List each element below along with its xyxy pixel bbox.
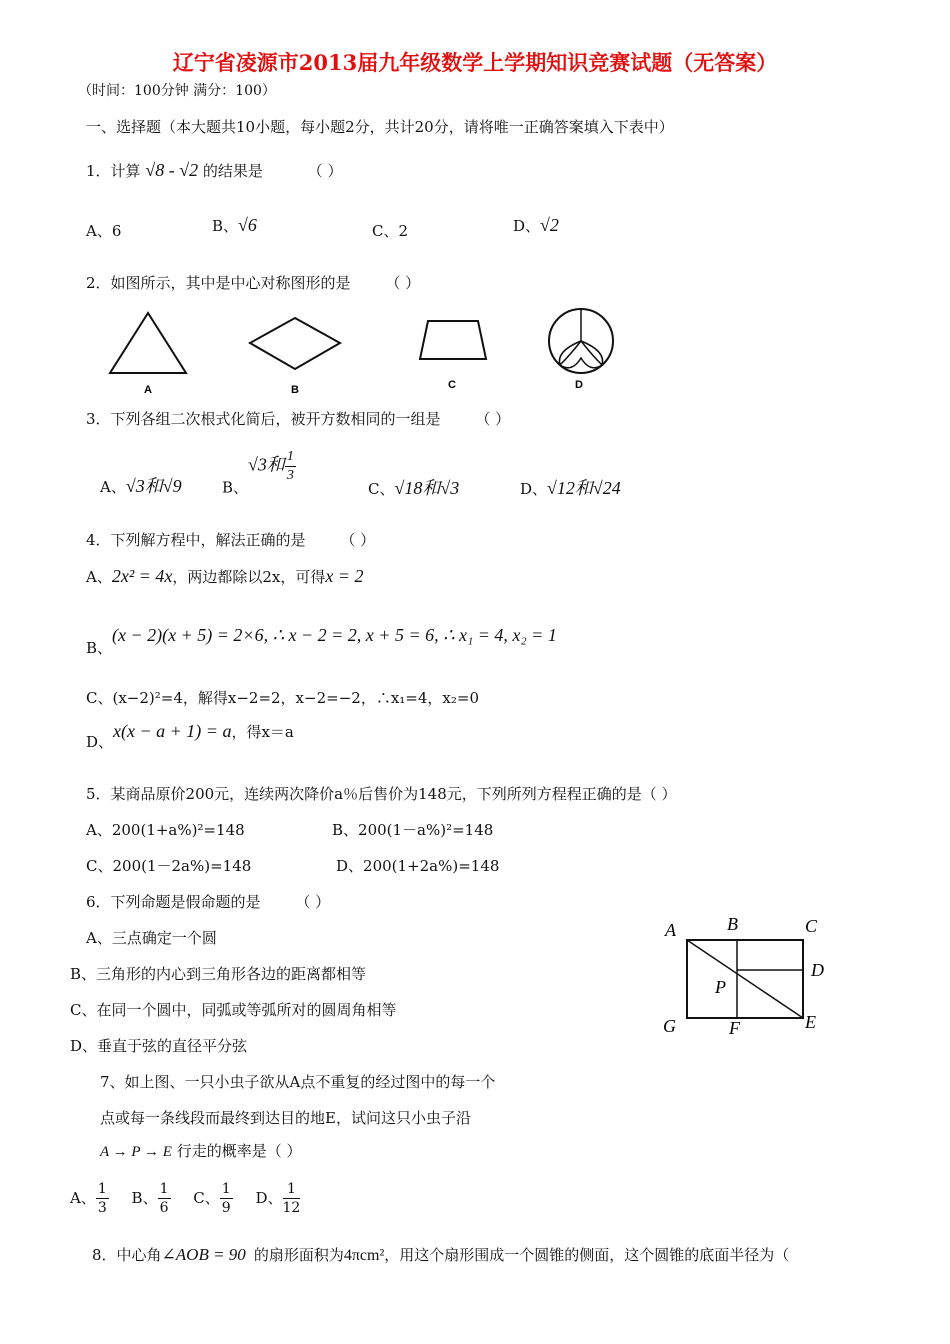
- question-5-option-a: A、200(1+a%)²=148: [86, 821, 245, 839]
- trapezoid-shape: [420, 321, 486, 359]
- figure-label-d: D: [575, 379, 583, 391]
- question-3-stem: 3．下列各组二次根式化简后，被开方数相同的一组是 （ ）: [86, 410, 511, 428]
- question-3-option-c: C、√18和√3: [368, 478, 460, 498]
- question-1-stem: 1．计算 √8 - √2 的结果是 （ ）: [86, 160, 343, 180]
- area-expression: 4πcm²: [343, 1247, 385, 1264]
- label-e: E: [805, 1012, 816, 1032]
- question-4-option-b: B、(x − 2)(x + 5) = 2×6, ∴ x − 2 = 2, x + 5 = 6, ∴ x₁ = 4, x₂ = 1: [86, 625, 557, 657]
- question-2-stem: 2．如图所示，其中是中心对称图形的是 （ ）: [86, 274, 421, 292]
- question-2-figures: [100, 303, 640, 398]
- question-1-option-d: D、√2: [513, 215, 559, 235]
- section-heading: 一、选择题（本大题共10小题，每小题2分，共计20分，请将唯一正确答案填入下表中）: [86, 118, 674, 136]
- question-1-expression: √8 - √2: [145, 160, 199, 180]
- question-6-option-b: B、三角形的内心到三角形各边的距离都相等: [70, 965, 367, 983]
- page-title: 辽宁省凌源市2013届九年级数学上学期知识竞赛试题（无答案）: [172, 50, 778, 75]
- question-7-options: [70, 1180, 300, 1217]
- question-5-option-c: C、200(1－2a%)=148: [86, 857, 252, 875]
- question-7-line-2: 点或每一条线段而最终到达目的地E，试问这只小虫子沿: [100, 1109, 471, 1127]
- label-d: D: [811, 960, 824, 980]
- question-7-option-d: D、 $\frac{1}{12}$: [255, 1181, 301, 1216]
- path-expression: A → P → E: [100, 1144, 172, 1160]
- question-1-option-c: C、2: [372, 222, 409, 240]
- angle-expression: ∠AOB = 90: [161, 1245, 246, 1264]
- question-7-option-c: C、 $\frac{1}{9}$: [193, 1181, 231, 1216]
- circle-petal-shape: [549, 309, 613, 373]
- label-c: C: [805, 916, 818, 936]
- question-4-option-a: A、2x² = 4x，两边都除以2x，可得x = 2: [86, 566, 364, 586]
- question-7-option-b: B、 $\frac{1}{6}$: [131, 1181, 169, 1216]
- question-4-option-c: C、(x−2)²=4，解得x−2=2，x−2=−2，∴x₁=4，x₂=0: [86, 689, 479, 707]
- triangle-shape: [110, 313, 186, 373]
- figure-label-a: A: [144, 384, 152, 396]
- question-1-option-a: A、6: [86, 222, 122, 240]
- question-5-option-d: D、200(1+2a%)=148: [336, 857, 500, 875]
- label-g: G: [663, 1016, 676, 1036]
- question-8-stem: 8．中心角∠AOB = 90 的扇形面积为4πcm²，用这个扇形围成一个圆锥的侧面，这个圆锥的底面半径为（: [92, 1245, 790, 1264]
- question-7-option-a: A、 $\frac{1}{3}$: [70, 1181, 107, 1216]
- question-7-line-1: 7、如上图、一只小虫子欲从A点不重复的经过图中的每一个: [100, 1073, 496, 1091]
- figure-label-b: B: [291, 384, 299, 396]
- figure-label-c: C: [448, 379, 456, 391]
- grid-path-figure: [655, 908, 845, 1038]
- question-7-line-3: A → P → E 行走的概率是（ ）: [100, 1142, 302, 1160]
- label-f: F: [729, 1018, 740, 1038]
- question-6-option-a: A、三点确定一个圆: [86, 929, 217, 947]
- question-3-option-a: A、√3和√9: [100, 476, 182, 496]
- question-4-stem: 4．下列解方程中，解法正确的是 （ ）: [86, 531, 376, 549]
- label-p: P: [715, 977, 726, 997]
- question-1-option-b: B、√6: [212, 215, 257, 235]
- question-5-stem: 5．某商品原价200元，连续两次降价a％后售价为148元，下列所列方程程正确的是（ ）: [86, 785, 677, 803]
- question-5-option-b: B、200(1－a%)²=148: [332, 821, 494, 839]
- question-3-option-b: B、√3和 $\frac{1}{3}$: [222, 449, 294, 497]
- label-b: B: [727, 914, 738, 934]
- question-6-option-d: D、垂直于弦的直径平分弦: [70, 1037, 248, 1055]
- rhombus-shape: [250, 318, 340, 369]
- question-6-stem: 6．下列命题是假命题的是 （ ）: [86, 893, 331, 911]
- question-3-option-d: D、√12和√24: [520, 478, 621, 498]
- question-4-option-d: D、x(x − a + 1) = a，得x＝a: [86, 721, 294, 751]
- question-6-option-c: C、在同一个圆中，同弧或等弧所对的圆周角相等: [70, 1001, 397, 1019]
- exam-meta: （时间：100分钟 满分：100）: [78, 83, 276, 99]
- label-a: A: [665, 920, 676, 940]
